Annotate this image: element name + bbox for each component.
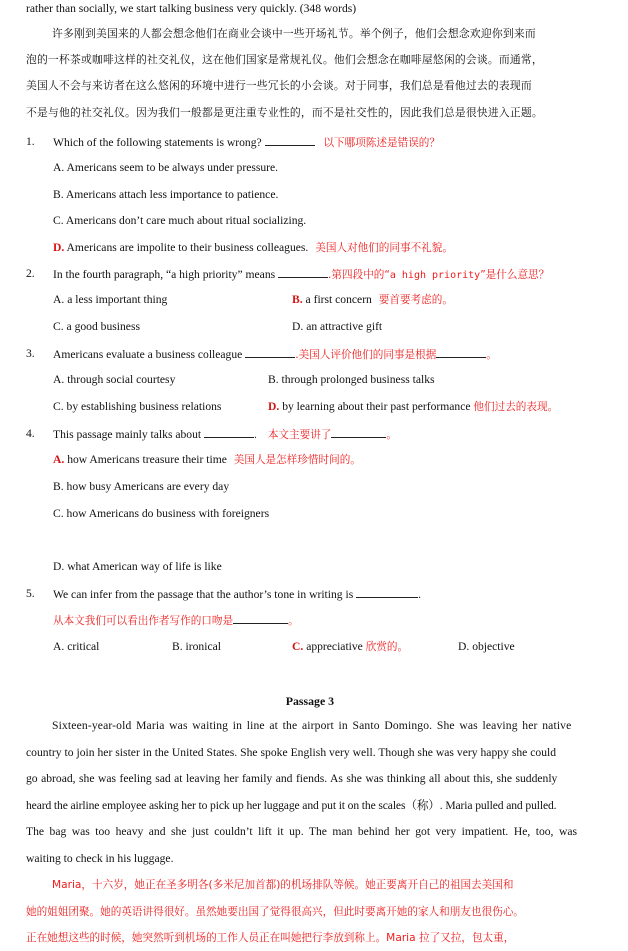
option-letter: C.: [53, 320, 64, 333]
passage-translation-line: Maria，十六岁，她正在圣多明各(多米尼加首都)的机场排队等候。她正要离开自己的祖国去美国和: [52, 879, 514, 891]
answer-blank: [233, 612, 288, 624]
passage-translation-line: 正在她想这些的时候，她突然听到机场的工作人员正在叫她把行李放到称上。Maria 拉了又拉，包太重，: [26, 932, 515, 944]
answer-blank: [331, 426, 386, 438]
correct-option-letter: C.: [292, 640, 304, 653]
option-text: objective: [472, 640, 515, 653]
option-text: what American way of life is like: [67, 560, 222, 573]
question-number: 1.: [26, 135, 35, 148]
correct-option-letter: D.: [268, 400, 280, 413]
question-stem: Americans evaluate a business colleague: [53, 348, 243, 361]
passage-line: country to join her sister in the United States. She spoke English very well. Though she was very happy she could: [26, 746, 557, 759]
option-d: [53, 559, 222, 575]
option-a: [53, 639, 99, 655]
question-translation: 以下哪项陈述是错误的？: [323, 137, 440, 149]
option-letter: D.: [292, 320, 304, 333]
option-text: Americans are impolite to their business colleagues.: [66, 241, 309, 254]
question-3-text: [53, 346, 497, 363]
question-translation-end: ”是什么意思？: [480, 269, 550, 281]
option-text: a first concern: [305, 293, 372, 306]
option-letter: B.: [268, 373, 279, 386]
question-dot: .: [418, 588, 422, 601]
question-translation: 从本文我们可以看出作者写作的口吻是: [53, 615, 234, 627]
option-text: how Americans treasure their time: [67, 453, 227, 466]
answer-blank: [356, 586, 418, 598]
option-text: a good business: [66, 320, 140, 333]
option-b: [172, 639, 221, 655]
translation-line: 泡的一杯茶或咖啡这样的社交礼仪，这在他们国家是常规礼仪。他们会想念在咖啡屋悠闲的会谈。而通常，: [26, 53, 543, 66]
answer-blank: [436, 346, 486, 358]
question-translation: .美国人评价他们的同事是根据: [295, 349, 437, 361]
question-stem: We can infer from the passage that the author’s tone in writing is: [53, 588, 354, 601]
option-note: 要首要考虑的。: [378, 294, 453, 306]
question-5-translation: [53, 612, 299, 629]
option-letter: A.: [53, 373, 65, 386]
option-text: ironical: [185, 640, 221, 653]
option-letter: A.: [53, 640, 65, 653]
option-c: [53, 399, 221, 415]
translation-end: 。: [486, 349, 497, 361]
option-text: an attractive gift: [306, 320, 383, 333]
option-b: [268, 372, 435, 388]
passage-end-line: rather than socially, we start talking business very quickly. (348 words): [26, 2, 357, 15]
passage-line: go abroad, she was feeling sad at leaving her family and fiends. As she was thinking all about this, she suddenly: [26, 772, 558, 785]
question-2-text: [53, 266, 549, 284]
question-dot: .: [254, 428, 257, 441]
option-a: [53, 372, 175, 388]
option-a: [53, 292, 167, 308]
option-note: 美国人是怎样珍惜时间的。: [233, 454, 361, 466]
question-number: 4.: [26, 427, 35, 440]
option-c: [53, 213, 306, 229]
passage-translation-line: 她的姐姐团聚。她的英语讲得很好。虽然她要出国了觉得很高兴，但此时要离开她的家人和朋友也很伤心。: [26, 906, 524, 918]
question-4: [26, 426, 35, 442]
question-stem: In the fourth paragraph, “a high priority” means: [53, 268, 276, 281]
option-note: 美国人对他们的同事不礼貌。: [315, 242, 453, 254]
option-letter: D.: [458, 640, 470, 653]
option-text: Americans attach less importance to patience.: [65, 188, 279, 201]
option-c: [53, 506, 269, 522]
translation-line: 美国人不会与来访者在这么悠闲的环境中进行一些冗长的小会谈。对于同事，我们总是看他过去的表现而: [26, 79, 532, 92]
question-2: [26, 266, 35, 282]
answer-blank: [245, 346, 295, 358]
option-text: how busy Americans are every day: [66, 480, 230, 493]
option-text: Americans don’t care much about ritual socializing.: [65, 214, 307, 227]
question-translation-term: a high priority: [389, 270, 481, 281]
answer-blank: [265, 134, 315, 146]
question-number: 3.: [26, 347, 35, 360]
option-text: Americans seem to be always under pressure.: [66, 161, 279, 174]
option-c-correct: [292, 639, 408, 655]
option-letter: C.: [53, 400, 64, 413]
translation-end: 。: [288, 615, 299, 627]
option-c: [53, 319, 140, 335]
option-letter: B.: [53, 188, 64, 201]
option-text: appreciative: [306, 640, 363, 653]
option-letter: C.: [53, 214, 64, 227]
passage-title: Passage 3: [285, 694, 335, 708]
option-text: by establishing business relations: [66, 400, 222, 413]
option-text: critical: [67, 640, 100, 653]
passage-line: waiting to check in his luggage.: [26, 852, 174, 865]
question-stem: This passage mainly talks about: [53, 428, 202, 441]
question-3: [26, 346, 35, 362]
option-text: through social courtesy: [67, 373, 176, 386]
option-letter: B.: [172, 640, 183, 653]
question-4-text: [53, 426, 397, 443]
option-b: [53, 479, 229, 495]
correct-option-letter: B.: [292, 293, 303, 306]
answer-blank: [278, 266, 328, 278]
passage-line: Sixteen-year-old Maria was waiting in line at the airport in Santo Domingo. She was leaving her native: [52, 719, 572, 732]
question-1-text: [53, 134, 440, 151]
option-d: [292, 319, 382, 335]
question-stem: Which of the following statements is wrong?: [53, 136, 262, 149]
option-text: how Americans do business with foreigners: [66, 507, 270, 520]
option-letter: C.: [53, 507, 64, 520]
translation-line: 许多刚到美国来的人都会想念他们在商业会谈中一些开场礼节。举个例子，他们会想念欢迎你到来而: [52, 27, 536, 40]
question-5-text: [53, 586, 421, 603]
option-a: [53, 160, 278, 176]
correct-option-letter: D.: [53, 241, 65, 254]
option-letter: D.: [53, 560, 65, 573]
option-letter: A.: [53, 161, 65, 174]
question-translation: 本文主要讲了: [267, 429, 332, 441]
translation-line: 不是与他的社交礼仪。因为我们一般都是更注重专业性的，而不是社交性的，因此我们总是很快进入正题。: [26, 106, 543, 119]
answer-blank: [204, 426, 254, 438]
option-letter: A.: [53, 293, 65, 306]
correct-option-letter: A.: [53, 453, 65, 466]
option-text: through prolonged business talks: [281, 373, 435, 386]
question-translation-start: .第四段中的“: [328, 269, 390, 281]
option-text: a less important thing: [67, 293, 168, 306]
passage-line: heard the airline employee asking her to pick up her luggage and put it on the scales（称）. Maria pulled and pulled.: [26, 799, 557, 812]
question-number: 5.: [26, 587, 35, 600]
option-text: by learning about their past performance: [282, 400, 471, 413]
question-5: [26, 586, 35, 602]
passage-line: The bag was too heavy and she just couldn’t lift it up. The man behind her got very impatient. He, too, was: [26, 825, 577, 838]
option-a-correct: [53, 452, 361, 468]
option-note: 欣赏的。: [365, 641, 409, 653]
option-b-correct: [292, 292, 453, 308]
translation-end: 。: [386, 429, 397, 441]
option-letter: B.: [53, 480, 64, 493]
option-b: [53, 187, 278, 203]
option-note: 他们过去的表现。: [473, 401, 559, 413]
question-1: [26, 134, 35, 150]
option-d: [458, 639, 515, 655]
option-d-correct: [268, 399, 558, 415]
question-number: 2.: [26, 267, 35, 280]
option-d-correct: [53, 240, 453, 256]
